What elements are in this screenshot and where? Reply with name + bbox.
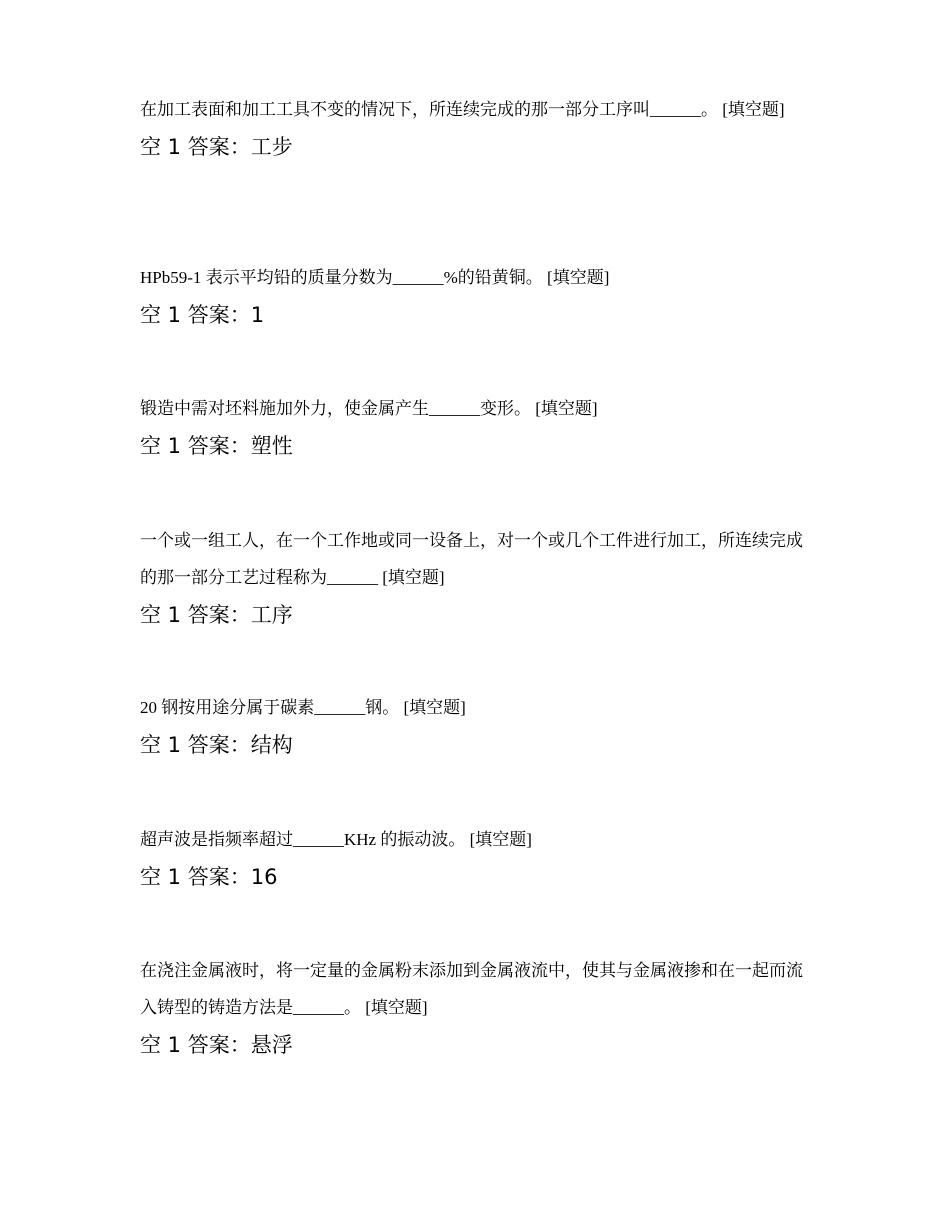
answer-text: 空 1 答案：工序 <box>140 603 293 627</box>
question-text: 锻造中需对坯料施加外力，使金属产生______变形。 [填空题] <box>140 399 598 418</box>
question-text: 在浇注金属液时，将一定量的金属粉末添加到金属液流中，使其与金属液掺和在一起而流入铸型的铸造方法是______。 [填空题] <box>140 961 803 1017</box>
question-item-7 <box>140 952 815 1060</box>
answer-text: 空 1 答案：塑性 <box>140 434 293 458</box>
answer-text: 空 1 答案：结构 <box>140 733 293 757</box>
question-text: HPb59-1 表示平均铅的质量分数为______%的铅黄铜。 [填空题] <box>140 268 610 287</box>
question-item-3 <box>140 390 815 461</box>
answer-text: 空 1 答案：16 <box>140 865 278 889</box>
answer-text: 空 1 答案：悬浮 <box>140 1033 293 1057</box>
question-item-2 <box>140 259 815 330</box>
question-item-5 <box>140 689 815 760</box>
question-item-6 <box>140 821 815 892</box>
question-item-1 <box>140 91 815 162</box>
question-text: 一个或一组工人，在一个工作地或同一设备上，对一个或几个工件进行加工，所连续完成的那一部分工艺过程称为______ [填空题] <box>140 531 803 587</box>
question-text: 20 钢按用途分属于碳素______钢。 [填空题] <box>140 698 466 717</box>
question-item-4 <box>140 522 815 630</box>
question-text: 超声波是指频率超过______KHz 的振动波。 [填空题] <box>140 830 532 849</box>
answer-text: 空 1 答案：工步 <box>140 135 293 159</box>
question-text: 在加工表面和加工工具不变的情况下，所连续完成的那一部分工序叫______。 [填空题] <box>140 100 785 119</box>
answer-text: 空 1 答案：1 <box>140 303 265 327</box>
